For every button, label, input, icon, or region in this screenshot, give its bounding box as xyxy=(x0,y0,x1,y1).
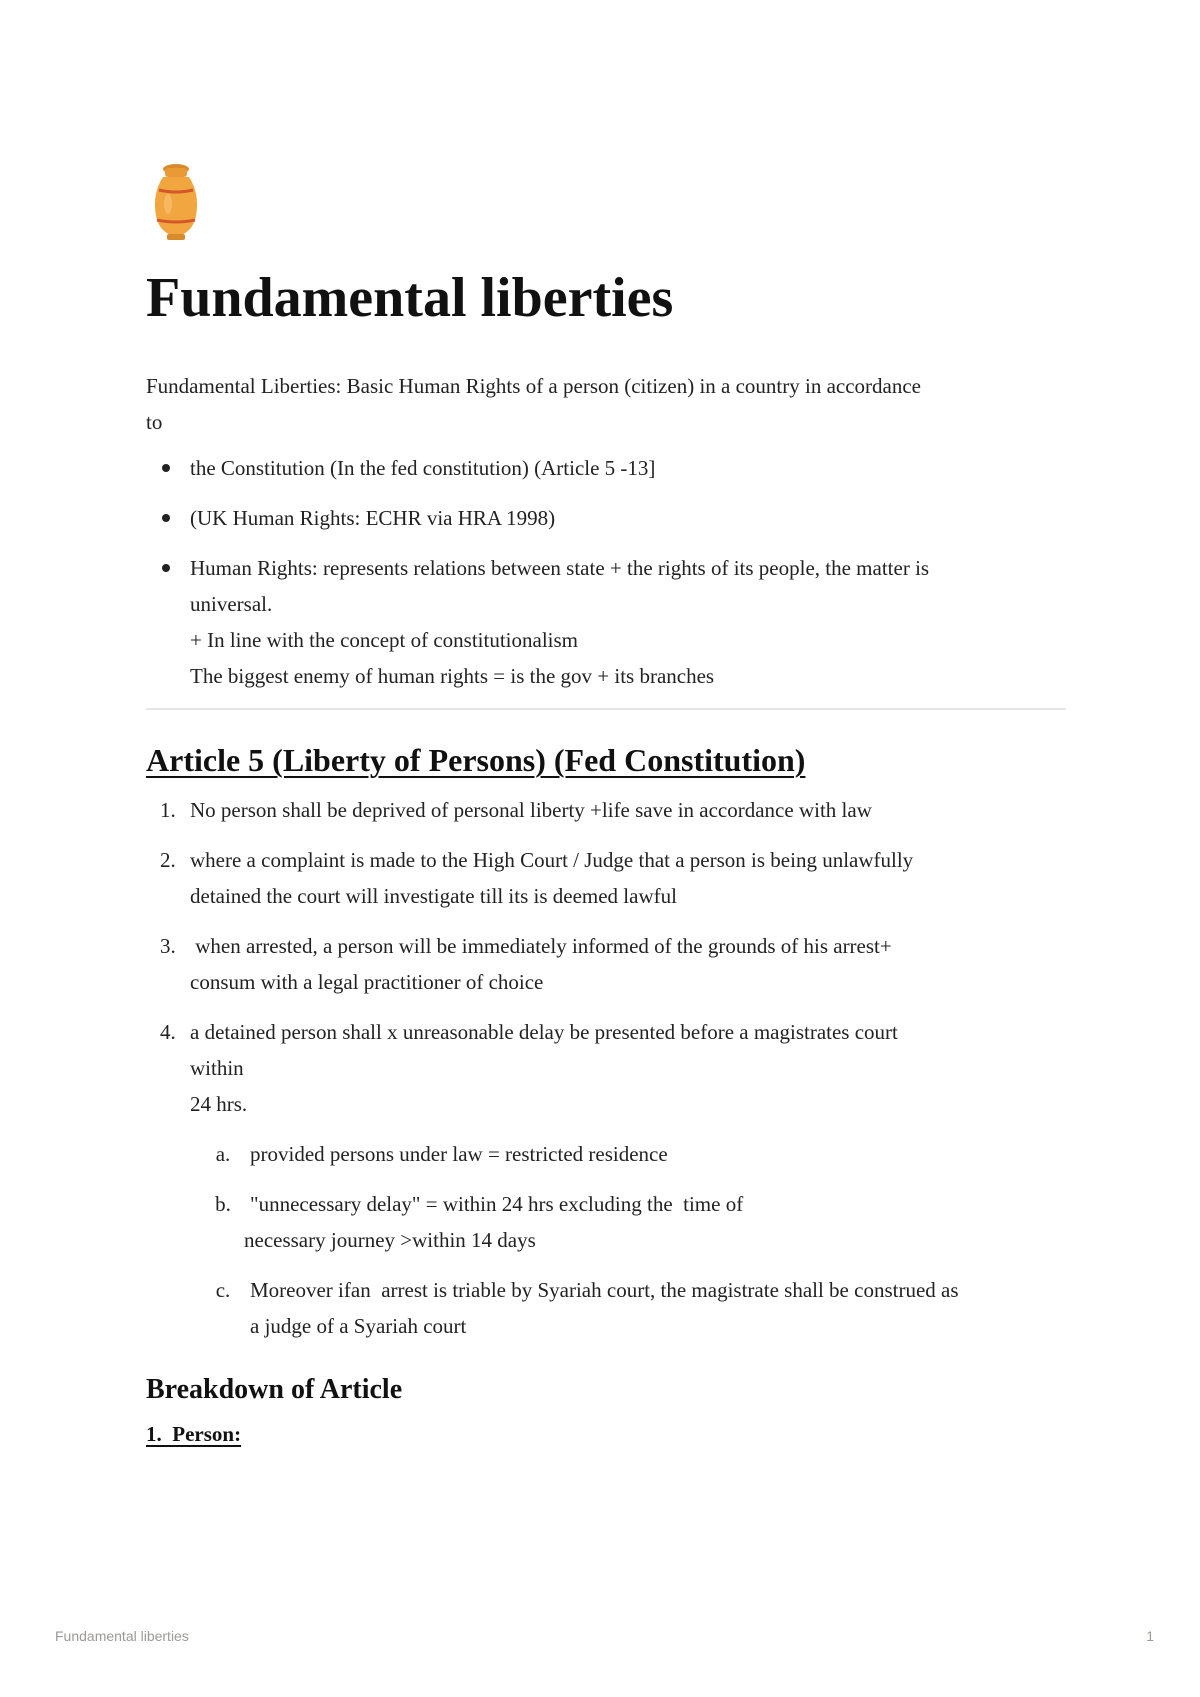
list-item xyxy=(146,928,1066,1000)
sub-list-item xyxy=(206,1272,1066,1344)
list-item-text: + In line with the concept of constitutionalism xyxy=(190,628,579,652)
list-item-text: detained the court will investigate till its is deemed lawful xyxy=(190,884,677,908)
list-item-text: provided persons under law = restricted residence xyxy=(250,1142,668,1166)
list-item-text: a judge of a Syariah court xyxy=(250,1314,467,1338)
list-item xyxy=(146,550,1066,694)
list-item-text: The biggest enemy of human rights = is the gov + its branches xyxy=(190,664,715,688)
article-heading-text: Article 5 (Liberty of Persons) (Fed Constitution) xyxy=(146,742,806,778)
intro-line: to xyxy=(146,410,163,434)
footer-title: Fundamental liberties xyxy=(55,1628,189,1644)
list-item-text: Moreover ifan arrest is triable by Syariah court, the magistrate shall be construed as xyxy=(250,1278,959,1302)
list-number: 2. xyxy=(160,848,176,872)
bullet-dot-icon xyxy=(162,564,170,572)
list-item xyxy=(146,792,1066,828)
list-item-text: the Constitution (In the fed constitution) (Article 5 -13] xyxy=(190,456,656,480)
sub-list-item xyxy=(206,1136,1066,1172)
breakdown-heading: Breakdown of Article xyxy=(146,1374,403,1405)
list-item-text: when arrested, a person will be immediately informed of the grounds of his arrest+ xyxy=(190,934,892,958)
intro-paragraph xyxy=(146,368,1066,440)
list-item-text: universal. xyxy=(190,592,273,616)
list-number: 1. xyxy=(160,798,176,822)
list-number: 4. xyxy=(160,1020,176,1044)
intro-line: Fundamental Liberties: Basic Human Rights of a person (citizen) in a country in accordance xyxy=(146,374,922,398)
list-number: 3. xyxy=(160,934,176,958)
sub-list-letter: a. xyxy=(215,1142,231,1166)
intro-bullet-list xyxy=(146,450,1066,694)
list-item-text: within xyxy=(190,1056,244,1080)
sub-list-item xyxy=(206,1186,1066,1258)
list-item xyxy=(146,1014,1066,1344)
document-page xyxy=(146,160,1066,1452)
list-item-text: where a complaint is made to the High Court / Judge that a person is being unlawfully xyxy=(190,848,914,872)
article-heading xyxy=(146,740,1066,780)
sub-list-letter: c. xyxy=(215,1278,231,1302)
bullet-dot-icon xyxy=(162,514,170,522)
sub-list xyxy=(190,1136,1066,1344)
page-title: Fundamental liberties xyxy=(146,267,674,329)
breakdown-subheading xyxy=(146,1416,1066,1452)
list-item-text: consum with a legal practitioner of choice xyxy=(190,970,544,994)
list-item-text: (UK Human Rights: ECHR via HRA 1998) xyxy=(190,506,556,530)
list-item-text: a detained person shall x unreasonable delay be presented before a magistrates court xyxy=(190,1020,898,1044)
list-item xyxy=(146,842,1066,914)
list-item-text: necessary journey >within 14 days xyxy=(244,1228,536,1252)
list-item-text: No person shall be deprived of personal liberty +life save in accordance with law xyxy=(190,798,872,822)
urn-icon xyxy=(146,160,206,244)
list-item-text: Human Rights: represents relations between state + the rights of its people, the matter is xyxy=(190,556,930,580)
breakdown-subheading-text: 1. Person: xyxy=(146,1422,242,1446)
bullet-dot-icon xyxy=(162,464,170,472)
sub-list-letter: b. xyxy=(215,1192,231,1216)
list-item xyxy=(146,450,1066,486)
list-item xyxy=(146,500,1066,536)
page-number: 1 xyxy=(1146,1628,1154,1644)
list-item-text: "unnecessary delay" = within 24 hrs excluding the time of xyxy=(250,1192,744,1216)
divider xyxy=(146,708,1066,710)
list-item-text: 24 hrs. xyxy=(190,1092,248,1116)
article-numbered-list xyxy=(146,792,1066,1344)
